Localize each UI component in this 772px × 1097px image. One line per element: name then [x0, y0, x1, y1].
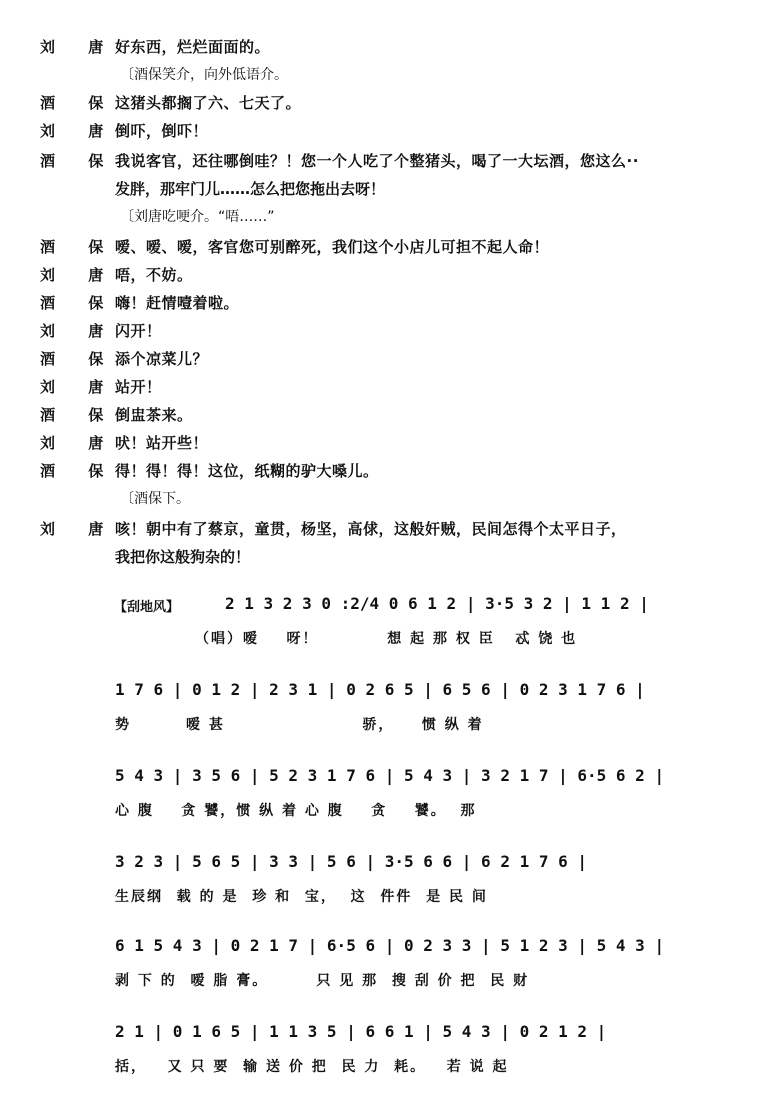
dialogue-text: 好东西，烂烂面面的。: [115, 38, 271, 56]
speaker-name: 酒 保: [40, 462, 118, 480]
notation-line: 1 7 6 | 0 1 2 | 2 3 1 | 0 2 6 5 | 6 5 6 | 0 2 3 1 7 6 |: [115, 680, 645, 699]
dialogue-text: 添个凉菜儿？: [115, 350, 209, 368]
lyrics-line: 剥 下 的 嗳 脂 膏。 只 见 那 搜 刮 价 把 民 财: [115, 973, 530, 989]
stage-direction-text: 〔酒保笑介，向外低语介。: [120, 67, 288, 83]
notation-line: 2 1 3 2 3 0 :2/4 0 6 1 2 | 3·5 3 2 | 1 1 2 |: [225, 594, 649, 613]
dialogue-text: 嗨！赶情噎着啦。: [115, 294, 240, 312]
lyrics-line: 势 嗳 甚 骄， 惯 纵 着: [115, 717, 484, 733]
dialogue-text: 嗳、嗳、嗳，客官您可别醉死，我们这个小店儿可担不起人命！: [115, 238, 550, 256]
speaker-name: 刘 唐: [40, 122, 118, 140]
stage-direction-text: 〔刘唐吃哽介。“唔……”: [120, 209, 275, 225]
dialogue-text: 咳！朝中有了蔡京，童贯，杨坚，高俅，这般奸贼，民间怎得个太平日子，: [115, 520, 627, 538]
score-row: [115, 852, 765, 922]
dialogue-text: 这猪头都搁了六、七天了。: [115, 94, 302, 112]
stage-direction-text: 〔酒保下。: [120, 491, 190, 507]
score-row: [115, 936, 765, 1006]
tune-name: 【刮地风】: [114, 600, 180, 615]
lyrics-line: （唱）嗳 呀！ 想 起 那 权 臣 忒 饶 也: [195, 631, 578, 647]
notation-line: 3 2 3 | 5 6 5 | 3 3 | 5 6 | 3·5 6 6 | 6 2 1 7 6 |: [115, 852, 588, 871]
dialogue-text: 唔，不妨。: [115, 266, 193, 284]
dialogue-text: 站开！: [115, 378, 162, 396]
speaker-name: 刘 唐: [40, 322, 118, 340]
speaker-name: 刘 唐: [40, 378, 118, 396]
score-row: [115, 680, 765, 750]
speaker-name: 酒 保: [40, 350, 118, 368]
speaker-name: 酒 保: [40, 152, 118, 170]
speaker-name: 刘 唐: [40, 520, 118, 538]
score-row: [115, 1022, 765, 1092]
dialogue-text: 发胖，那牢门儿……怎么把您拖出去呀！: [115, 180, 386, 198]
score-row: [195, 594, 745, 664]
notation-line: 5 4 3 | 3 5 6 | 5 2 3 1 7 6 | 5 4 3 | 3 2 1 7 | 6·5 6 2 |: [115, 766, 665, 785]
speaker-name: 刘 唐: [40, 266, 118, 284]
speaker-name: 刘 唐: [40, 434, 118, 452]
speaker-name: 酒 保: [40, 238, 118, 256]
notation-line: 2 1 | 0 1 6 5 | 1 1 3 5 | 6 6 1 | 5 4 3 | 0 2 1 2 |: [115, 1022, 607, 1041]
dialogue-text: 我说客官，还往哪倒哇？！您一个人吃了个整猪头，喝了一大坛酒，您这么··: [115, 152, 639, 170]
dialogue-text: 倒盅茶来。: [115, 406, 193, 424]
dialogue-text: 我把你这般狗杂的！: [115, 548, 251, 566]
dialogue-text: 得！得！得！这位，纸糊的驴大嗓儿。: [115, 462, 379, 480]
dialogue-text: 吠！站开些！: [115, 434, 209, 452]
speaker-name: 酒 保: [40, 294, 118, 312]
notation-line: 6 1 5 4 3 | 0 2 1 7 | 6·5 6 | 0 2 3 3 | 5 1 2 3 | 5 4 3 |: [115, 936, 665, 955]
dialogue-text: 闪开！: [115, 322, 162, 340]
lyrics-line: 括， 又 只 要 输 送 价 把 民 力 耗。 若 说 起: [115, 1059, 509, 1075]
speaker-name: 刘 唐: [40, 38, 118, 56]
speaker-name: 酒 保: [40, 406, 118, 424]
lyrics-line: 生辰纲 载 的 是 珍 和 宝， 这 件件 是 民 间: [115, 889, 488, 905]
dialogue-text: 倒吓，倒吓！: [115, 122, 209, 140]
speaker-name: 酒 保: [40, 94, 118, 112]
lyrics-line: 心 腹 贪 饕，惯 纵 着 心 腹 贪 饕。 那: [115, 803, 477, 819]
score-row: [115, 766, 765, 836]
